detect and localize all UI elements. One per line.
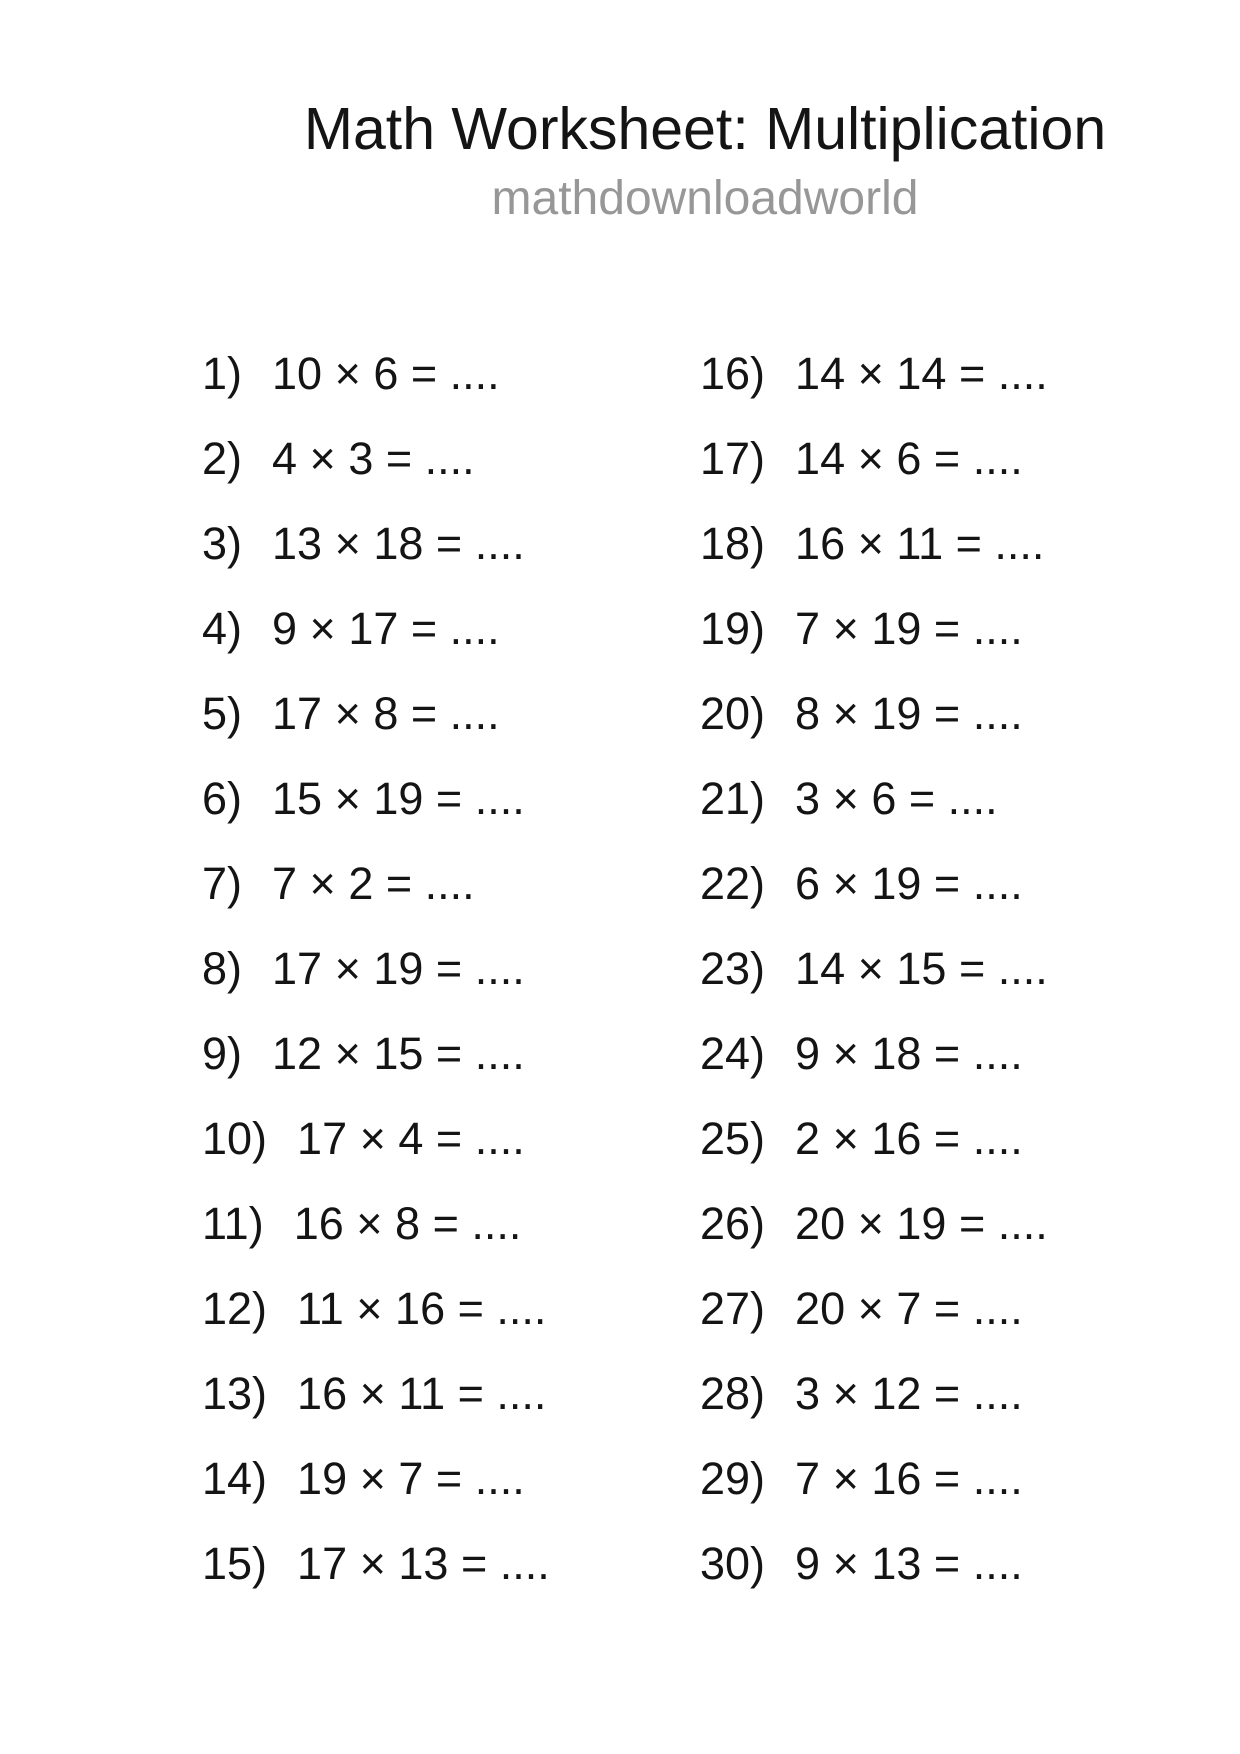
problem-expression: 14 × 6 = ....	[795, 433, 1023, 484]
problem-expression: 7 × 2 = ....	[272, 858, 475, 909]
problem-row	[202, 1436, 550, 1521]
problem-expression: 20 × 19 = ....	[795, 1198, 1048, 1249]
problem-number: 2)	[202, 433, 243, 484]
problem-number: 5)	[202, 688, 243, 739]
problem-number: 25)	[700, 1113, 766, 1164]
problem-number: 17)	[700, 433, 766, 484]
problem-row	[700, 671, 1048, 756]
problem-expression: 3 × 6 = ....	[795, 773, 998, 824]
problem-number: 3)	[202, 518, 243, 569]
problem-expression: 17 × 19 = ....	[272, 943, 525, 994]
problem-row	[700, 1181, 1048, 1266]
problem-number: 11)	[202, 1198, 264, 1249]
problem-number: 15)	[202, 1538, 268, 1589]
problem-number: 20)	[700, 688, 766, 739]
problem-row	[202, 331, 550, 416]
problem-number: 13)	[202, 1368, 268, 1419]
problem-number: 18)	[700, 518, 766, 569]
problem-expression: 14 × 15 = ....	[795, 943, 1048, 994]
problem-expression: 2 × 16 = ....	[795, 1113, 1023, 1164]
problem-number: 9)	[202, 1028, 243, 1079]
problem-number: 6)	[202, 773, 243, 824]
problem-number: 8)	[202, 943, 243, 994]
problem-row	[202, 586, 550, 671]
problem-expression: 3 × 12 = ....	[795, 1368, 1023, 1419]
problem-expression: 20 × 7 = ....	[795, 1283, 1023, 1334]
problem-number: 12)	[202, 1283, 268, 1334]
problem-expression: 9 × 13 = ....	[795, 1538, 1023, 1589]
problem-number: 22)	[700, 858, 766, 909]
problem-expression: 17 × 8 = ....	[272, 688, 500, 739]
problem-expression: 19 × 7 = ....	[297, 1453, 525, 1504]
problem-number: 26)	[700, 1198, 766, 1249]
problems-grid	[0, 331, 1240, 1611]
problem-expression: 7 × 19 = ....	[795, 603, 1023, 654]
problem-expression: 12 × 15 = ....	[272, 1028, 525, 1079]
problem-row	[700, 841, 1048, 926]
problem-number: 10)	[202, 1113, 268, 1164]
problem-expression: 16 × 11 = ....	[795, 518, 1045, 569]
problem-row	[700, 501, 1048, 586]
problem-expression: 16 × 8 = ....	[293, 1198, 522, 1249]
problem-row	[202, 926, 550, 1011]
problem-row	[700, 1521, 1048, 1606]
problem-number: 23)	[700, 943, 766, 994]
problem-expression: 7 × 16 = ....	[795, 1453, 1023, 1504]
problem-expression: 4 × 3 = ....	[272, 433, 475, 484]
problem-row	[202, 1351, 550, 1436]
problem-number: 19)	[700, 603, 766, 654]
problem-expression: 6 × 19 = ....	[795, 858, 1023, 909]
problem-row	[700, 1266, 1048, 1351]
problem-row	[202, 501, 550, 586]
problem-row	[700, 756, 1048, 841]
problem-number: 28)	[700, 1368, 766, 1419]
problem-expression: 13 × 18 = ....	[272, 518, 525, 569]
problem-expression: 14 × 14 = ....	[795, 348, 1048, 399]
problem-number: 27)	[700, 1283, 766, 1334]
problem-row	[700, 331, 1048, 416]
problem-number: 24)	[700, 1028, 766, 1079]
page-title: Math Worksheet: Multiplication	[303, 96, 1107, 162]
problem-row	[700, 1011, 1048, 1096]
problem-number: 4)	[202, 603, 243, 654]
problem-row	[700, 1351, 1048, 1436]
problem-row	[202, 671, 550, 756]
problems-column-right	[700, 331, 1048, 1606]
problem-row	[700, 926, 1048, 1011]
problem-number: 21)	[700, 773, 766, 824]
problem-row	[202, 841, 550, 926]
problem-number: 7)	[202, 858, 243, 909]
problem-number: 30)	[700, 1538, 766, 1589]
problem-number: 16)	[700, 348, 766, 399]
problem-expression: 17 × 4 = ....	[297, 1113, 525, 1164]
problem-row	[700, 416, 1048, 501]
problem-row	[700, 1096, 1048, 1181]
page-subtitle: mathdownloadworld	[491, 172, 919, 225]
problem-expression: 10 × 6 = ....	[272, 348, 500, 399]
problem-row	[202, 1011, 550, 1096]
problem-expression: 9 × 17 = ....	[272, 603, 500, 654]
problem-row	[700, 586, 1048, 671]
problem-number: 14)	[202, 1453, 268, 1504]
problem-expression: 11 × 16 = ....	[297, 1283, 547, 1334]
problem-expression: 16 × 11 = ....	[297, 1368, 547, 1419]
problem-row	[202, 1266, 550, 1351]
problem-expression: 17 × 13 = ....	[297, 1538, 550, 1589]
problem-row	[202, 756, 550, 841]
problem-row	[202, 1096, 550, 1181]
problem-number: 29)	[700, 1453, 766, 1504]
problem-row	[202, 1181, 550, 1266]
problem-expression: 8 × 19 = ....	[795, 688, 1023, 739]
problem-row	[202, 1521, 550, 1606]
problem-row	[202, 416, 550, 501]
problem-row	[700, 1436, 1048, 1521]
problem-expression: 15 × 19 = ....	[272, 773, 525, 824]
problems-column-left	[202, 331, 550, 1606]
problem-number: 1)	[202, 348, 243, 399]
problem-expression: 9 × 18 = ....	[795, 1028, 1023, 1079]
worksheet-header	[0, 0, 1240, 223]
